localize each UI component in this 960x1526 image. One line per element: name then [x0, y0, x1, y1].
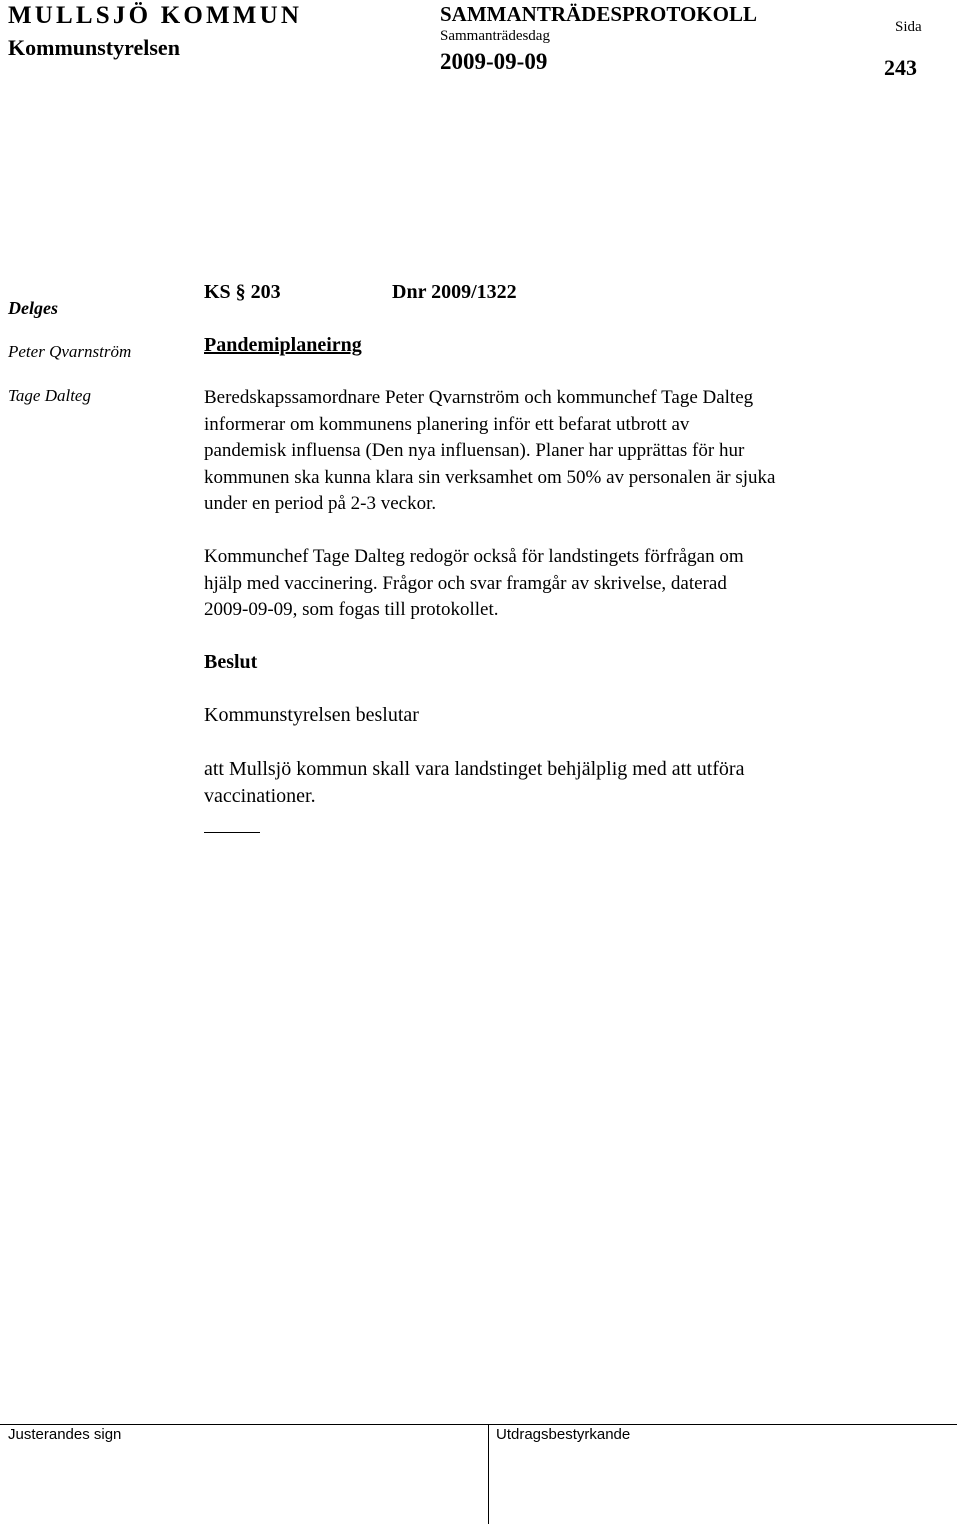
- distribution-recipient: Tage Dalteg: [8, 386, 91, 405]
- body-paragraph-1: [204, 385, 934, 518]
- paragraph-line: hjälp med vaccinering. Frågor och svar framgår av skrivelse, daterad: [204, 572, 727, 594]
- paragraph-line: Kommunchef Tage Dalteg redogör också för landstingets förfrågan om: [204, 546, 744, 567]
- paragraph-line: kommunen ska kunna klara sin verksamhet om 50% av personalen är sjuka: [204, 466, 776, 488]
- body-paragraph-2: [204, 544, 934, 624]
- footer-divider: [488, 1424, 489, 1524]
- diary-number: Dnr 2009/1322: [392, 281, 517, 303]
- decision-text: [204, 756, 934, 810]
- meeting-date-label: Sammanträdesdag: [440, 28, 550, 44]
- item-number-row: [204, 281, 517, 304]
- page-label: Sida: [895, 19, 922, 35]
- adjuster-sign-label: Justerandes sign: [8, 1426, 122, 1443]
- document-type: SAMMANTRÄDESPROTOKOLL: [440, 2, 757, 26]
- paragraph-line: informerar om kommunens planering inför ett befarat utbrott av: [204, 413, 690, 435]
- end-of-item-rule: [204, 832, 260, 833]
- decision-heading: Beslut: [204, 651, 258, 673]
- meeting-date: 2009-09-09: [440, 49, 548, 74]
- ks-paragraph-number: KS § 203: [204, 281, 281, 303]
- distribution-recipient: Peter Qvarnström: [8, 342, 132, 361]
- item-subject: Pandemiplaneirng: [204, 334, 362, 356]
- paragraph-line: 2009-09-09, som fogas till protokollet.: [204, 599, 499, 620]
- paragraph-line: pandemisk influensa (Den nya influensan). Planer har upprättas för hur: [204, 440, 745, 461]
- municipality-name: MULLSJÖ KOMMUN: [8, 2, 303, 29]
- page-number: 243: [884, 55, 917, 80]
- paragraph-line: under en period på 2-3 veckor.: [204, 493, 437, 514]
- paragraph-line: Beredskapssamordnare Peter Qvarnström och kommunchef Tage Dalteg: [204, 387, 754, 408]
- decision-line: att Mullsjö kommun skall vara landstinget behjälplig med att utföra: [204, 758, 745, 780]
- decision-intro: Kommunstyrelsen beslutar: [204, 704, 419, 726]
- extract-certification-label: Utdragsbestyrkande: [496, 1426, 631, 1443]
- board-name: Kommunstyrelsen: [8, 35, 180, 60]
- footer-rule: [0, 1424, 957, 1425]
- decision-line: vaccinationer.: [204, 785, 316, 807]
- distribution-title: Delges: [8, 298, 58, 318]
